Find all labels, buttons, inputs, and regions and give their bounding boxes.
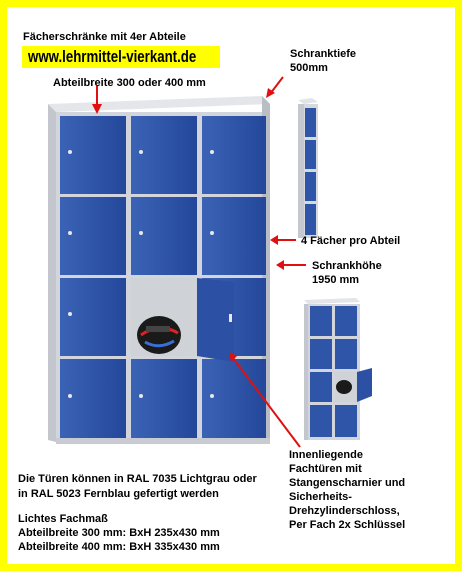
label-tueren-1: Die Türen können in RAL 7035 Lichtgrau oder bbox=[18, 473, 257, 485]
locker-door[interactable] bbox=[60, 116, 126, 194]
locker-door[interactable] bbox=[131, 197, 197, 275]
label-lichtes-300: Abteilbreite 300 mm: BxH 235x430 mm bbox=[18, 527, 220, 539]
main-locker-cabinet bbox=[48, 96, 270, 444]
label-schranktiefe-value: 500mm bbox=[290, 62, 328, 74]
label-schrankhoehe: Schrankhöhe bbox=[312, 260, 382, 272]
small-locker-cabinet bbox=[304, 298, 372, 440]
label-innen-5: Drehzylinderschloss, bbox=[289, 505, 400, 517]
website-banner[interactable] bbox=[22, 46, 220, 68]
label-innen-4: Sicherheits- bbox=[289, 491, 352, 503]
label-lichtes-title: Lichtes Fachmaß bbox=[18, 513, 108, 525]
label-innen-1: Innenliegende bbox=[289, 449, 363, 461]
label-abteilbreite: Abteilbreite 300 oder 400 mm bbox=[53, 77, 206, 89]
heading: Fächerschränke mit 4er Abteile bbox=[23, 31, 186, 43]
locker-door[interactable] bbox=[202, 197, 266, 275]
helmet-image bbox=[137, 316, 181, 354]
label-lichtes-400: Abteilbreite 400 mm: BxH 335x430 mm bbox=[18, 541, 220, 553]
label-schranktiefe: Schranktiefe bbox=[290, 48, 357, 60]
label-innen-3: Stangenscharnier und bbox=[289, 477, 406, 489]
label-faecher: 4 Fächer pro Abteil bbox=[301, 235, 401, 247]
locker-door[interactable] bbox=[60, 197, 126, 275]
label-tueren-2: in RAL 5023 Fernblau gefertigt werden bbox=[18, 488, 219, 500]
locker-door[interactable] bbox=[202, 359, 266, 438]
open-locker-door[interactable] bbox=[197, 278, 234, 362]
locker-door[interactable] bbox=[131, 359, 197, 438]
website-link[interactable]: www.lehrmittel-vierkant.de bbox=[28, 47, 197, 66]
label-innen-2: Fachtüren mit bbox=[289, 463, 362, 475]
locker-door[interactable] bbox=[60, 359, 126, 438]
label-schrankhoehe-value: 1950 mm bbox=[312, 274, 360, 286]
locker-door[interactable] bbox=[202, 116, 266, 194]
locker-door[interactable] bbox=[60, 278, 126, 356]
label-innen-6: Per Fach 2x Schlüssel bbox=[289, 519, 406, 531]
locker-door[interactable] bbox=[131, 116, 197, 194]
side-view-cabinet bbox=[298, 98, 318, 238]
